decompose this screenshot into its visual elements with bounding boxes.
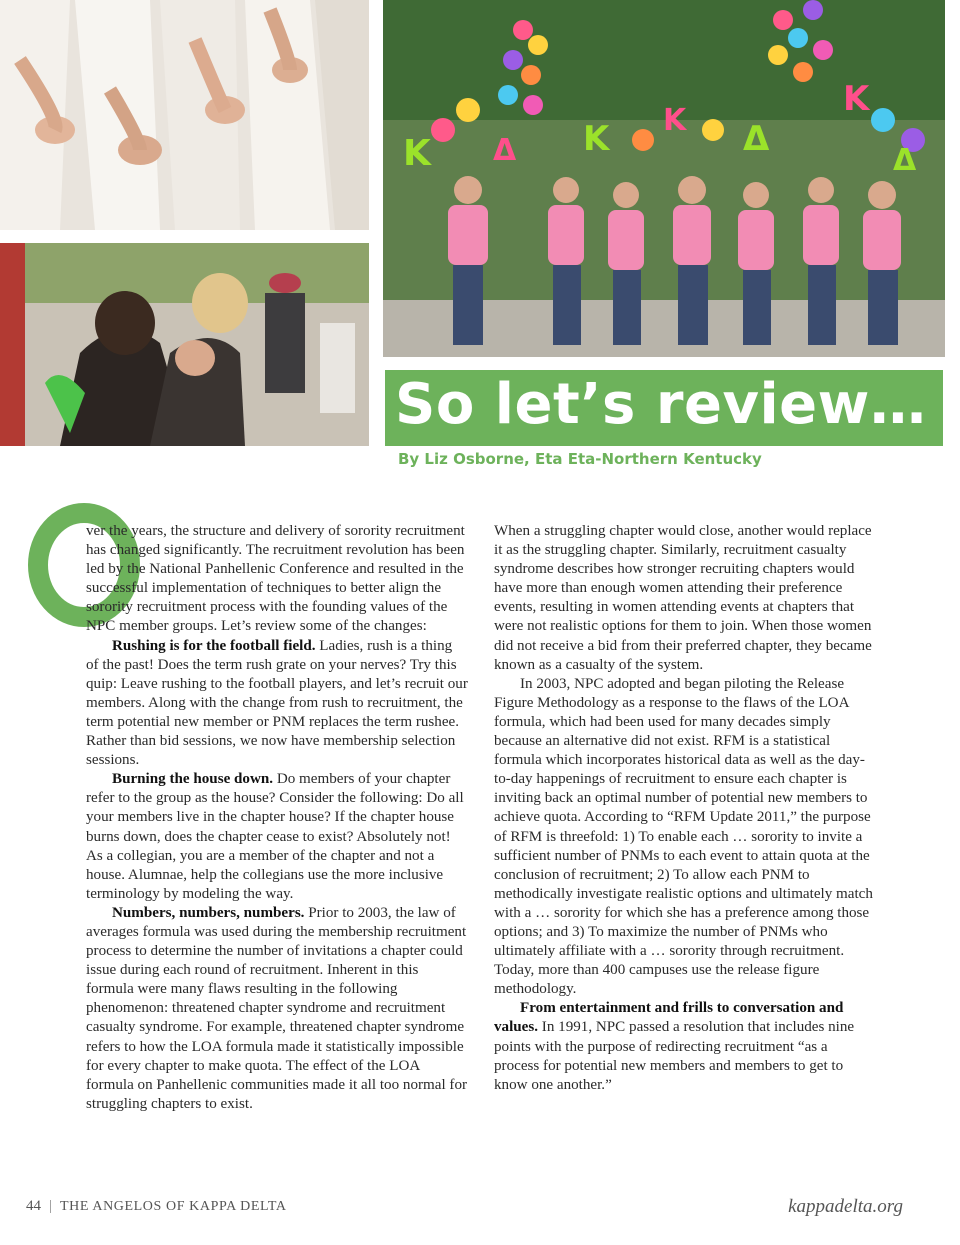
heading-rushing: Rushing is for the football field. [112, 637, 316, 654]
hugging-image [0, 243, 369, 446]
footer-separator: | [49, 1198, 53, 1214]
svg-text:K: K [843, 79, 870, 119]
footer-left [26, 1198, 287, 1215]
paragraph-house [86, 770, 468, 904]
svg-text:Δ: Δ [893, 143, 917, 178]
svg-text:K: K [663, 103, 687, 138]
paragraph-rfm: In 2003, NPC adopted and began piloting the Release Figure Methodology as a response to the flaws of the LOA formula, which had been used for many decades simply because an alternative did not exist. RFM is a statistical formula which incorporates historical data as well as the day-to-day happenings of recruitment to ensure each chapter is inviting back an optimal number of potential new members to achieve quota. According to “RFM Update 2011,” the purpose of RFM is threefold: 1) To enable each … sorority to invite a sufficient number of PNMs to each event to attain quota at the conclusion of recruitment; 2) To allow each PNM to methodically investigate realistic options and ultimately match with a … sorority for which she has a preference among those options; and 3) To maximize the number of PNMs who ultimately affiliate with a … sorority through recruitment. Today, more than 400 campuses use the release figure methodology. [494, 675, 873, 998]
page-number: 44 [26, 1198, 41, 1214]
paragraph-intro [86, 522, 468, 637]
article-title: So let’s review… [395, 372, 927, 437]
svg-text:Δ: Δ [493, 133, 517, 168]
heading-numbers: Numbers, numbers, numbers. [112, 904, 305, 921]
heading-house: Burning the house down. [112, 771, 274, 788]
paragraph-intro-text: ver the years, the structure and delivery of sorority recruitment has changed significantly. The recruitment revolution has been led by the National Panhellenic Conference and resulted in the successful implementation of techniques to better align the sorority recruitment process with the founding values of the NPC member groups. Let’s review some of the changes: [86, 523, 465, 635]
paragraph-numbers-text: Prior to 2003, the law of averages formula was used during the membership recruitment process to determine the number of invitations a chapter could issue during each round of recruitment. Inherent in this formula were many flaws resulting in the following phenomenon: threatened chapter syndrome and recruitment casualty syndrome. For example, threatened chapter syndrome refers to how the LOA formula made it statistically impossible for every chapter to make quota. The effect of the LOA formula on Panhellenic communities made it all too normal for struggling chapters to exist. [86, 904, 468, 1112]
white-dresses-image [0, 0, 369, 230]
paragraph-numbers [86, 904, 468, 1114]
article-byline: By Liz Osborne, Eta Eta-Northern Kentucky [398, 450, 762, 468]
title-banner [385, 370, 943, 446]
article-column-left [86, 522, 468, 1114]
heading-values: From entertainment and frills to conversation and values. [494, 1000, 844, 1036]
article-column-right [494, 522, 876, 1095]
footer-website: kappadelta.org [788, 1196, 903, 1217]
photo-crowd-balloons [383, 0, 945, 357]
photo-white-dresses [0, 0, 369, 230]
photo-hugging [0, 243, 369, 446]
svg-text:Δ: Δ [743, 119, 770, 159]
publication-name: THE ANGELOS OF KAPPA DELTA [60, 1199, 287, 1214]
svg-text:K: K [583, 119, 610, 159]
paragraph-struggling: When a struggling chapter would close, another would replace it as the struggling chapter. Similarly, recruitment casualty syndrome describes how stronger recruiting chapters would have more than enough women attending their preference events, resulting in women attending events at chapters that were not realistic options for them to join. When those women did not receive a bid from their preferred chapter, they became known as a casualty of the system. [494, 523, 872, 673]
paragraph-rushing-text: Ladies, rush is a thing of the past! Does the term rush grate on your nerves? Try this quip: Leave rushing to the football players, and let’s recruit our members. Along with the change from rush to recruitment, the term potential new member or PNM replaces the term rushee. Rather than bid sessions, we now have membership selection sessions. [86, 637, 468, 769]
crowd-balloons-image [383, 0, 945, 357]
paragraph-house-text: Do members of your chapter refer to the group as the house? Consider the following: Do all your members live in the chapter house? If the chapter house burns down, does the chapter cease to exist? Absolutely not! As a collegian, you are a member of the chapter and not a house. Alumnae, help the collegians use the more inclusive terminology by modeling the way. [86, 771, 464, 902]
paragraph-values-text: In 1991, NPC passed a resolution that includes nine points with the purpose of redirecting recruitment “as a process for potential new members and members to get to know one another.” [494, 1019, 855, 1093]
paragraph-rushing [86, 637, 468, 771]
paragraph-values [494, 999, 876, 1094]
svg-text:K: K [403, 133, 431, 174]
